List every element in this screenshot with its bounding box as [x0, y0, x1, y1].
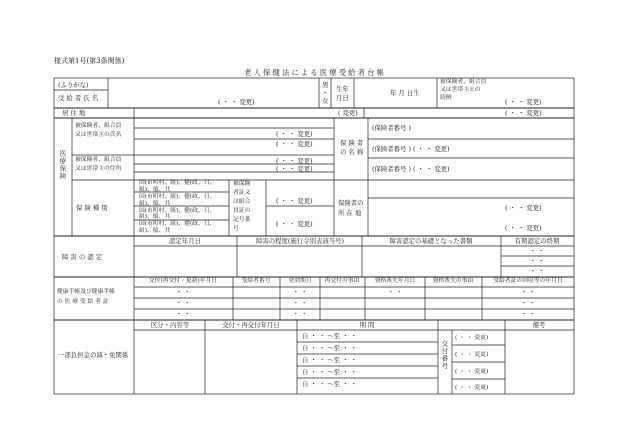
certificate-label-2: の 医 療 受 給 者 証 — [57, 299, 109, 305]
disability-col-document: 障害認定の基礎となった書類 — [389, 237, 473, 245]
sex-male[interactable]: 男 — [322, 81, 329, 89]
copay-period-2[interactable]: 自 ・ ・ 〜至 ・ ・ — [302, 344, 357, 352]
insurer-location-label-2: 所 在 地 — [338, 209, 362, 217]
copay-period-1[interactable]: 自 ・ ・ 〜至 ・ ・ — [302, 332, 357, 340]
copay-period-4[interactable]: 自 ・ ・ 〜至 ・ ・ — [302, 368, 357, 376]
issue-number-change-3[interactable]: ( ・ ・ 変更) — [455, 369, 489, 375]
cert-label-2: 者証又 — [233, 190, 251, 196]
cert-return-date-1[interactable]: ・ ・ — [520, 288, 536, 296]
medical-insurance-label: 医療保険 — [58, 150, 67, 180]
cert-label-3: は組合 — [233, 199, 251, 205]
insured-name-change-2[interactable]: ( ・ ・ 変更) — [276, 140, 313, 148]
disability-col-end: 有期認定の終期 — [514, 237, 560, 245]
insured-name-label-2: 又は世帯主の氏名 — [75, 132, 122, 138]
birth-label-2: 月日 — [336, 94, 349, 102]
insured-addr-label-2: 又は世帯主の住所 — [75, 166, 122, 172]
insurance-type-option-3b[interactable]: 組)、船、共 — [139, 214, 171, 220]
cert-col-issue: 交付(再交付・更新)年月日 — [148, 278, 218, 284]
insurance-type-option-4a[interactable]: 国(市町村、組)、健(政、日、 — [139, 221, 216, 227]
insurance-type-option-1a[interactable]: 国(市町村、組)、健(政、日、 — [139, 180, 216, 186]
cert-issue-date-2[interactable]: ・ ・ — [175, 299, 191, 307]
insurer-name-label-2: の 名 称 — [340, 148, 364, 156]
copay-period-5[interactable]: 自 ・ ・ 〜至 ・ ・ — [302, 380, 357, 388]
address-label: 居 住 地 — [62, 109, 86, 117]
sex-separator: ・ — [322, 89, 329, 97]
issue-number-change-1[interactable]: ( ・ ・ 変更) — [455, 335, 489, 341]
cert-change-1[interactable]: ( ・ ・ 変更) — [276, 197, 313, 205]
insurance-type-label: 保 険 種 別 — [76, 204, 108, 212]
cert-loss-date-1[interactable]: ・ ・ — [387, 288, 403, 296]
cert-issue-date-1[interactable]: ・ ・ — [175, 288, 191, 296]
copay-label: 一部負担金の減・免関係 — [58, 351, 129, 359]
insurance-type-option-2a[interactable]: 国(市町村、組)、健(政、日、 — [139, 194, 216, 200]
cert-label-5: 記号番 — [233, 217, 251, 223]
relation-change-field[interactable]: ( ・ ・ 変更) — [505, 98, 542, 106]
insurance-type-option-2b[interactable]: 組)、船、共 — [139, 201, 171, 207]
insurer-number-2[interactable]: (保険者番号 ) ( ・ ・ 変更) — [372, 145, 450, 153]
relation-label-3: 続柄 — [440, 95, 452, 101]
insurer-number-3[interactable]: (保険者番号 ) ( ・ ・ 変更) — [372, 165, 450, 173]
cert-col-effective: 発効期日 — [288, 278, 312, 284]
address-change-right[interactable]: ( ・ ・ 変更) — [505, 109, 542, 117]
insurer-location-label-1: 保険者の — [338, 199, 364, 207]
insurance-type-option-3a[interactable]: 国(市町村、組)、健(政、日、 — [139, 208, 216, 214]
cert-effective-date-3[interactable]: ・ ・ — [292, 310, 308, 318]
disability-end-date-3[interactable]: ・ ・ — [529, 267, 545, 275]
relation-label-1: 被保険者、組合員 — [440, 79, 487, 85]
copay-col-remarks: 備考 — [532, 321, 546, 329]
insured-addr-label-1: 被保険者、組合員 — [75, 157, 122, 163]
relation-label-2: 又は世帯主との — [440, 87, 481, 93]
insured-addr-change-1[interactable]: ( ・ ・ 変更) — [276, 157, 313, 165]
cert-return-date-2[interactable]: ・ ・ — [520, 299, 536, 307]
disability-col-degree: 障害の程度(施行令別表該当号) — [255, 237, 345, 245]
certificate-label-1: 健康手帳及び健康手帳 — [57, 289, 115, 295]
birth-label-1: 生年 — [336, 85, 349, 93]
insured-addr-change-2[interactable]: ( ・ ・ 変更) — [276, 165, 313, 173]
disability-label: 障 害 の 認 定 — [62, 253, 103, 261]
insurer-location-change-2[interactable]: ( ・ ・ 変更) — [505, 224, 542, 232]
cert-change-2[interactable]: ( ・ ・ 変更) — [276, 220, 313, 228]
page-title: 老 人 保 健 法 に よ る 医 療 受 給 者 台 帳 — [244, 68, 384, 77]
disability-end-date-2[interactable]: ・ ・ — [529, 257, 545, 265]
birth-date-field[interactable]: 年 月 日生 — [390, 89, 420, 97]
cert-col-number: 受給者番号 — [241, 278, 271, 284]
issue-number-label: 交付番号 — [440, 340, 449, 370]
disability-col-date: 認定年月日 — [169, 237, 201, 245]
cert-col-return: 受給者証の回収等の年月日 — [493, 278, 563, 284]
copay-col-type: 区分・内容等 — [150, 321, 190, 329]
copay-col-period: 期 間 — [359, 321, 375, 329]
sex-female[interactable]: 女 — [322, 97, 329, 105]
cert-label-4: 員証の — [233, 208, 251, 214]
cert-col-loss-date: 資格喪失年月日 — [374, 278, 416, 284]
cert-effective-date-2[interactable]: ・ ・ — [292, 299, 308, 307]
copay-col-issue: 交付・再交付年月日 — [222, 321, 280, 329]
cert-label-1: 被保険 — [233, 181, 251, 187]
cert-col-reissue-reason: 再交付の事由 — [324, 278, 360, 284]
issue-number-change-2[interactable]: ( ・ ・ 変更) — [455, 352, 489, 358]
cert-return-date-3[interactable]: ・ ・ — [520, 310, 536, 318]
issue-number-change-4[interactable]: ( ・ ・ 変更) — [455, 385, 489, 391]
form-number: 様式第1号(第3条関係) — [54, 57, 125, 65]
insurance-type-option-1b[interactable]: 組)、船、共 — [139, 187, 171, 193]
address-change-mid[interactable]: ( 変更) — [338, 109, 358, 117]
insured-name-label-1: 被保険者、組合員 — [75, 123, 122, 129]
insurer-name-label-1: 保 険 者 — [340, 139, 364, 147]
cert-issue-date-3[interactable]: ・ ・ — [175, 310, 191, 318]
name-change-field[interactable]: ( ・ ・ 変更) — [218, 98, 255, 106]
disability-end-date-1[interactable]: ・ ・ — [529, 247, 545, 255]
cert-label-6: 号 — [233, 226, 239, 232]
recipient-name-label: 受 給 者 氏 名 — [58, 94, 99, 102]
insurer-number-1[interactable]: (保険者番号 ) — [372, 124, 411, 132]
cert-col-loss-reason: 資格喪失の事由 — [432, 278, 474, 284]
furigana-label: (ふりがな) — [58, 81, 89, 89]
copay-period-3[interactable]: 自 ・ ・ 〜至 ・ ・ — [302, 356, 357, 364]
insurance-type-option-4b[interactable]: 組)、船、共 — [139, 228, 171, 234]
insurer-location-change-1[interactable]: ( ・ ・ 変更) — [505, 204, 542, 212]
cert-effective-date-1[interactable]: ・ ・ — [292, 288, 308, 296]
insured-name-change-1[interactable]: ( ・ ・ 変更) — [276, 130, 313, 138]
